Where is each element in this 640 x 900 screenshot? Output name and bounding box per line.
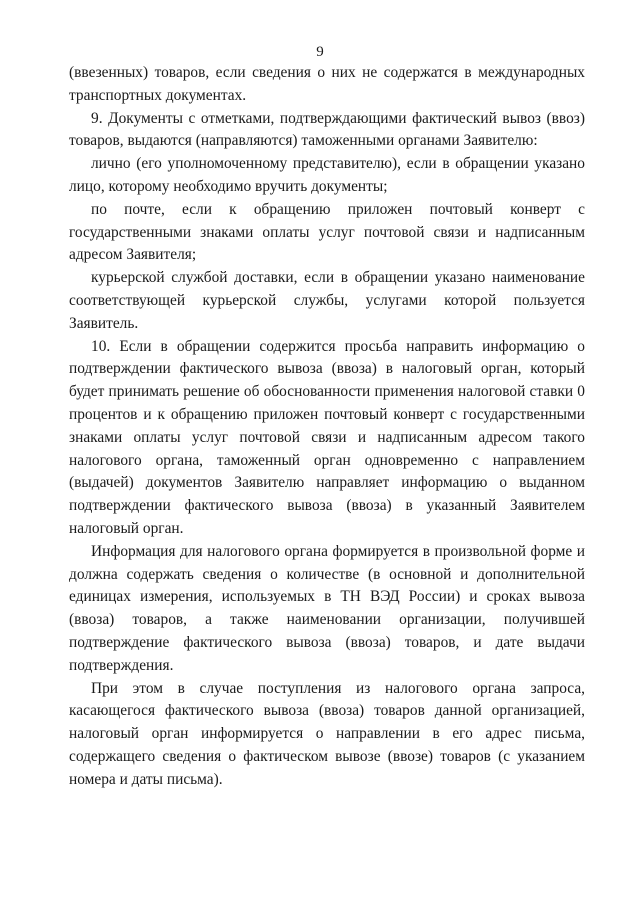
paragraph-delivery-by-courier: курьерской службой доставки, если в обращении указано наименование соответствующей курьерской службы, услугами которой пользуется Заявитель. [69,269,585,332]
paragraph-delivery-by-mail: по почте, если к обращению приложен почтовый конверт с государственными знаками оплаты услуг почтовой связи и надписанным адресом Заявителя; [69,200,585,264]
paragraph-delivery-in-person: лично (его уполномоченному представителю), если в обращении указано лицо, которому необходимо вручить документы; [69,155,585,195]
document-body [69,62,585,792]
page-number: 9 [316,44,324,60]
paragraph-continuation: (ввезенных) товаров, если сведения о них не содержатся в международных транспортных документах. [69,64,585,104]
paragraph-item-9: 9. Документы с отметками, подтверждающими фактический вывоз (ввоз) товаров, выдаются (направляются) таможенными органами Заявителю: [69,109,585,150]
paragraph-tax-request: При этом в случае поступления из налогового органа запроса, касающегося фактического вывоза (ввоза) товаров данной организацией, налоговый орган информируется о направлении в его адрес письма, содержащего сведения о фактическом вывозе (ввозе) товаров (с указанием номера и даты письма). [69,679,585,788]
paragraph-tax-info-format: Информация для налогового органа формируется в произвольной форме и должна содержать сведения о количестве (в основной и дополнительной единицах измерения, используемых в ТН ВЭД России) и сроках вывоза (ввоза) товаров, а также наименовании организации, получившей подтверждение фактического вывоза (ввоза) товаров, и дате выдачи подтверждения. [69,542,585,674]
paragraph-item-10: 10. Если в обращении содержится просьба направить информацию о подтверждении фактического вывоза (ввоза) в налоговый орган, который будет принимать решение об обоснованности применения налоговой ставки 0 процентов и к обращению приложен почтовый конверт с государственными знаками оплаты услуг почтовой связи и надписанным адресом такого налогового органа, таможенный орган одновременно с направлением (выдачей) документов Заявителю направляет информацию о выданном подтверждении фактического вывоза (ввоза) в указанный Заявителем налоговый орган. [69,337,585,537]
